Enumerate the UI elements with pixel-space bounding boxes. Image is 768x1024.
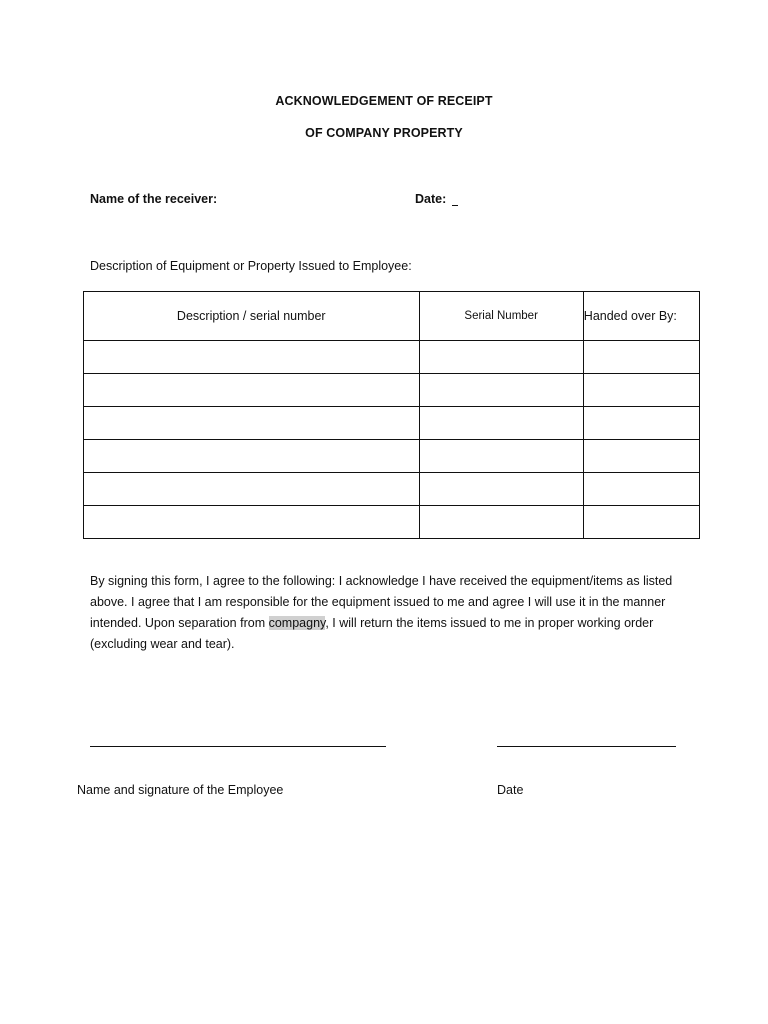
table-row bbox=[84, 506, 700, 539]
signature-date-line bbox=[497, 746, 676, 747]
employee-signature-line bbox=[90, 746, 386, 747]
table-cell-serial-number bbox=[419, 506, 583, 539]
date-label-text: Date: bbox=[415, 192, 447, 206]
table-cell-serial-number bbox=[419, 341, 583, 374]
table-cell-serial-number bbox=[419, 473, 583, 506]
table-cell-serial-number bbox=[419, 440, 583, 473]
agreement-text-part-1: By signing this form, I agree to the following: I acknowledge I have received the equipment/items as listed above. I agree that I am responsible for the equipment issued to me and agree I will use it in the manner intended. Upon separation from bbox=[90, 574, 673, 630]
table-cell-description bbox=[84, 341, 420, 374]
receiver-name-label-text: Name of the receiver: bbox=[90, 192, 218, 206]
table-cell-serial-number bbox=[419, 374, 583, 407]
highlighted-word: compagny bbox=[268, 616, 326, 630]
table-cell-serial-number bbox=[419, 407, 583, 440]
receiver-name-label bbox=[90, 192, 217, 206]
table-row bbox=[84, 374, 700, 407]
table-cell-description bbox=[84, 374, 420, 407]
column-header-description: Description / serial number bbox=[84, 292, 420, 341]
table-cell-description bbox=[84, 407, 420, 440]
table-cell-handed-over-by bbox=[583, 473, 699, 506]
date-field bbox=[415, 192, 458, 206]
equipment-description-heading: Description of Equipment or Property Issued to Employee: bbox=[90, 259, 412, 273]
table-header-row bbox=[84, 292, 700, 341]
date-blank-line bbox=[452, 193, 458, 206]
signature-date-label: Date bbox=[497, 783, 524, 797]
table-row bbox=[84, 407, 700, 440]
table-row bbox=[84, 473, 700, 506]
employee-signature-label: Name and signature of the Employee bbox=[77, 783, 284, 797]
column-header-serial-number: Serial Number bbox=[419, 292, 583, 341]
document-title-line-1: ACKNOWLEDGEMENT OF RECEIPT bbox=[275, 94, 493, 108]
table-cell-description bbox=[84, 473, 420, 506]
table-cell-description bbox=[84, 506, 420, 539]
agreement-text-part-2: , I will return the items issued to me in proper working order (excluding wear and tear). bbox=[90, 616, 654, 651]
table-cell-handed-over-by bbox=[583, 407, 699, 440]
table-cell-handed-over-by bbox=[583, 506, 699, 539]
table-cell-description bbox=[84, 440, 420, 473]
table-row bbox=[84, 440, 700, 473]
table-cell-handed-over-by bbox=[583, 341, 699, 374]
agreement-paragraph bbox=[90, 571, 690, 655]
column-header-handed-over-by: Handed over By: bbox=[583, 292, 699, 341]
equipment-table bbox=[83, 291, 700, 539]
table-cell-handed-over-by bbox=[583, 440, 699, 473]
table-cell-handed-over-by bbox=[583, 374, 699, 407]
table-row bbox=[84, 341, 700, 374]
document-title-line-2: OF COMPANY PROPERTY bbox=[305, 126, 463, 140]
